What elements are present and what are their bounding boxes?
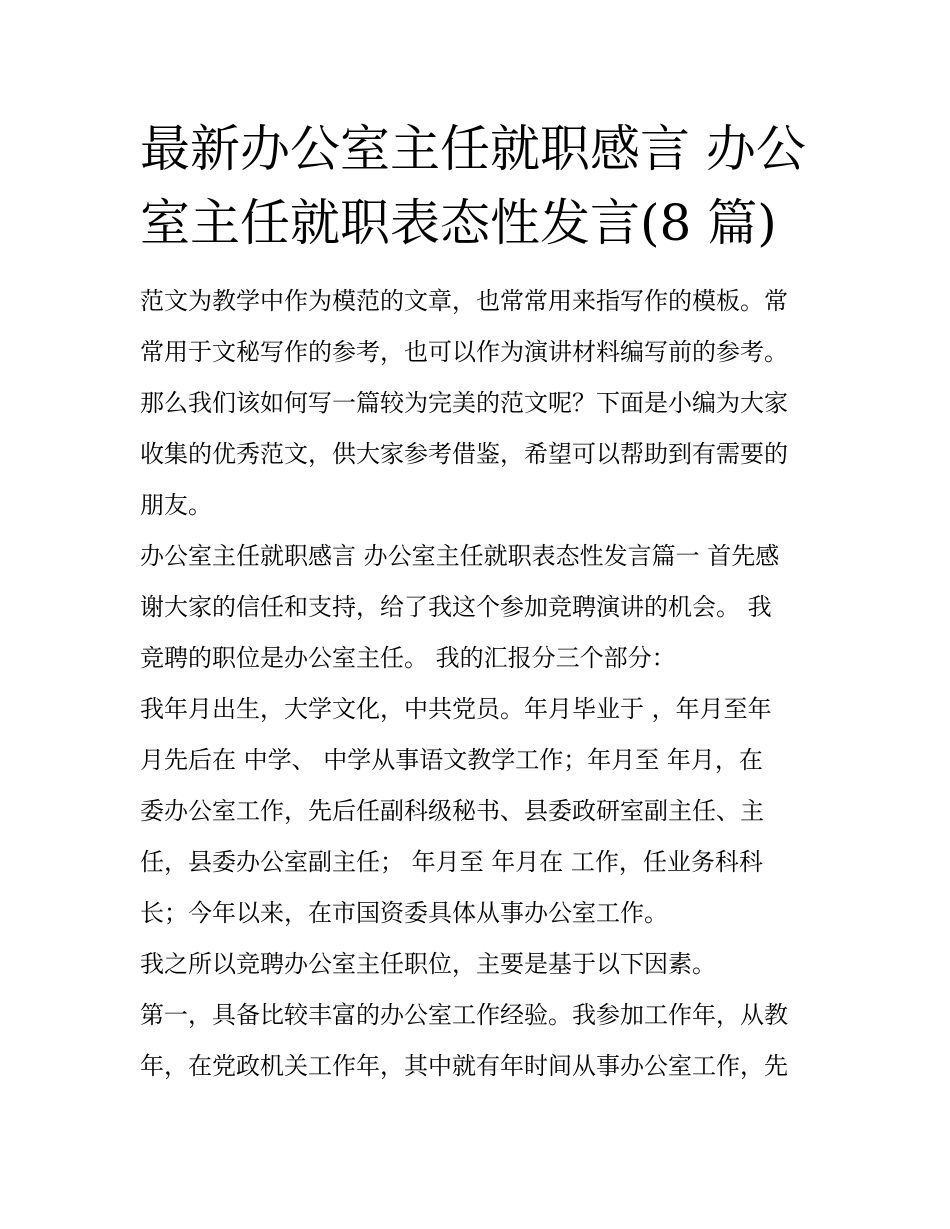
body-line-7: 谢大家的信任和支持，给了我这个参加竞聘演讲的机会。 我 <box>140 593 772 621</box>
body-line-14: 我之所以竞聘办公室主任职位，主要是基于以下因素。 <box>140 950 716 978</box>
body-line-5: 朋友。 <box>140 491 212 519</box>
body-line-12: 任，县委办公室副主任； 年月至 年月在 工作，任业务科科 <box>140 848 763 876</box>
body-line-4: 收集的优秀范文，供大家参考借鉴，希望可以帮助到有需要的 <box>140 440 788 468</box>
body-line-13: 长；今年以来，在市国资委具体从事办公室工作。 <box>140 899 668 927</box>
document-body <box>140 276 830 1092</box>
body-line-10: 月先后在 中学、 中学从事语文教学工作；年月至 年月，在 <box>140 746 763 774</box>
body-line-8: 竞聘的职位是办公室主任。 我的汇报分三个部分： <box>140 644 676 672</box>
body-line-1: 范文为教学中作为模范的文章，也常常用来指写作的模板。常 <box>140 287 788 315</box>
body-line-9: 我年月出生，大学文化，中共党员。年月毕业于 ，年月至年 <box>140 695 772 723</box>
body-line-3: 那么我们该如何写一篇较为完美的范文呢？下面是小编为大家 <box>140 389 788 417</box>
body-line-11: 委办公室工作，先后任副科级秘书、县委政研室副主任、主 <box>140 797 764 825</box>
body-line-15: 第一，具备比较丰富的办公室工作经验。我参加工作年，从教 <box>140 1001 788 1029</box>
document-title: 最新办公室主任就职感言 办公 室主任就职表态性发言(8 篇) <box>140 120 806 252</box>
body-line-16: 年，在党政机关工作年，其中就有年时间从事办公室工作，先 <box>140 1052 788 1080</box>
body-line-6: 办公室主任就职感言 办公室主任就职表态性发言篇一 首先感 <box>140 542 780 570</box>
body-line-2: 常用于文秘写作的参考，也可以作为演讲材料编写前的参考。 <box>140 338 788 366</box>
